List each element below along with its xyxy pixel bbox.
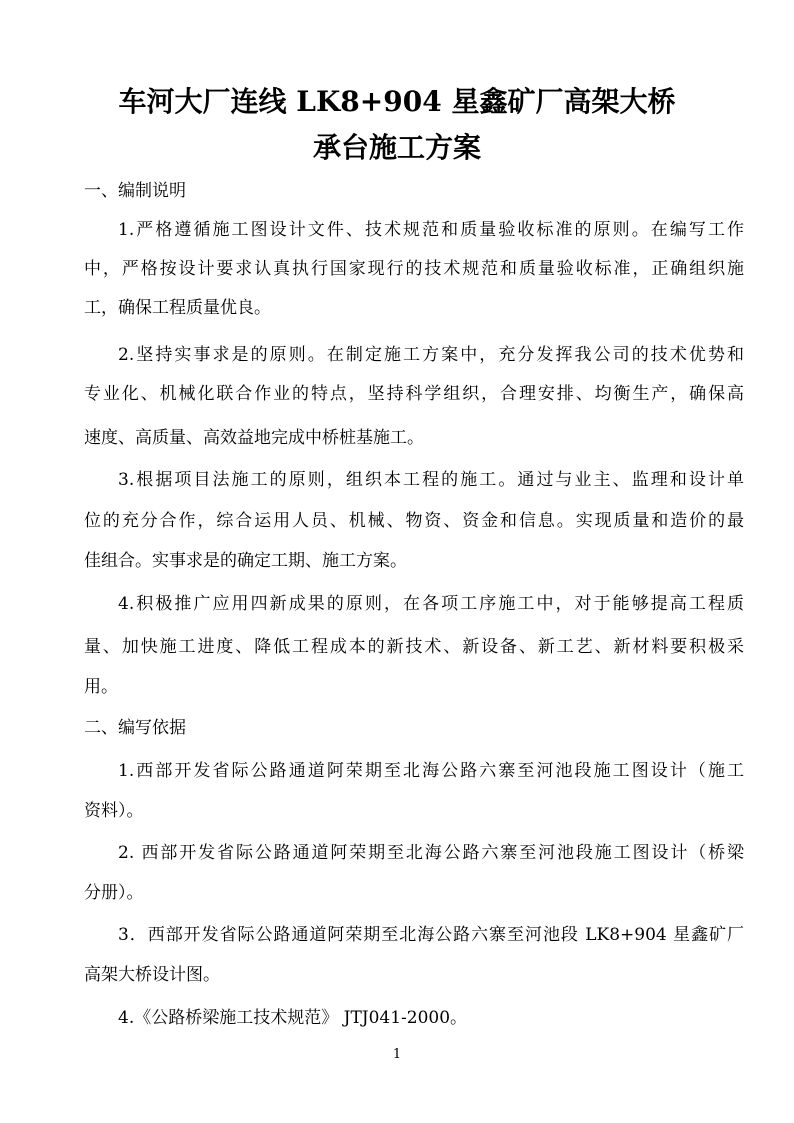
document-title-line2: 承台施工方案 bbox=[312, 131, 481, 164]
paragraph-line: 工，确保工程质量优良。 bbox=[84, 298, 271, 318]
paragraph-line: 专业化、机械化联合作业的特点，坚持科学组织，合理安排、均衡生产，确保高 bbox=[84, 384, 744, 404]
section-heading-writing-basis: 二、编写依据 bbox=[84, 718, 186, 738]
paragraph-line: 3．西部开发省际公路通道阿荣期至北海公路六寨至河池段 LK8+904 星鑫矿厂 bbox=[118, 925, 744, 945]
paragraph-line: 3.根据项目法施工的原则，组织本工程的施工。通过与业主、监理和设计单 bbox=[118, 470, 744, 490]
paragraph-line: 分册）。 bbox=[84, 883, 144, 903]
paragraph-line: 1.严格遵循施工图设计文件、技术规范和质量验收标准的原则。在编写工作 bbox=[118, 220, 744, 240]
paragraph-line: 资料）。 bbox=[84, 801, 144, 821]
paragraph-line: 中，严格按设计要求认真执行国家现行的技术规范和质量验收标准，正确组织施 bbox=[84, 259, 744, 279]
document-title-line1: 车河大厂连线 LK8+904 星鑫矿厂高架大桥 bbox=[118, 85, 676, 118]
paragraph-line: 4.《公路桥梁施工技术规范》 JTJ041-2000。 bbox=[118, 1008, 468, 1028]
paragraph-line: 量、加快施工进度、降低工程成本的新技术、新设备、新工艺、新材料要积极采 bbox=[84, 637, 744, 657]
page-number: 1 bbox=[392, 1047, 402, 1062]
section-heading-compilation-notes: 一、编制说明 bbox=[84, 181, 186, 201]
paragraph-line: 2. 西部开发省际公路通道阿荣期至北海公路六寨至河池段施工图设计（桥梁 bbox=[118, 843, 744, 863]
paragraph-line: 高架大桥设计图。 bbox=[84, 965, 220, 985]
paragraph-line: 4.积极推广应用四新成果的原则，在各项工序施工中，对于能够提高工程质 bbox=[118, 594, 744, 614]
paragraph-line: 2.坚持实事求是的原则。在制定施工方案中，充分发挥我公司的技术优势和 bbox=[118, 345, 744, 365]
paragraph-line: 用。 bbox=[84, 677, 118, 697]
paragraph-line: 1.西部开发省际公路通道阿荣期至北海公路六寨至河池段施工图设计（施工 bbox=[118, 761, 744, 781]
paragraph-line: 位的充分合作，综合运用人员、机械、物资、资金和信息。实现质量和造价的最 bbox=[84, 511, 744, 531]
paragraph-line: 佳组合。实事求是的确定工期、施工方案。 bbox=[84, 551, 407, 571]
paragraph-line: 速度、高质量、高效益地完成中桥桩基施工。 bbox=[84, 428, 424, 448]
